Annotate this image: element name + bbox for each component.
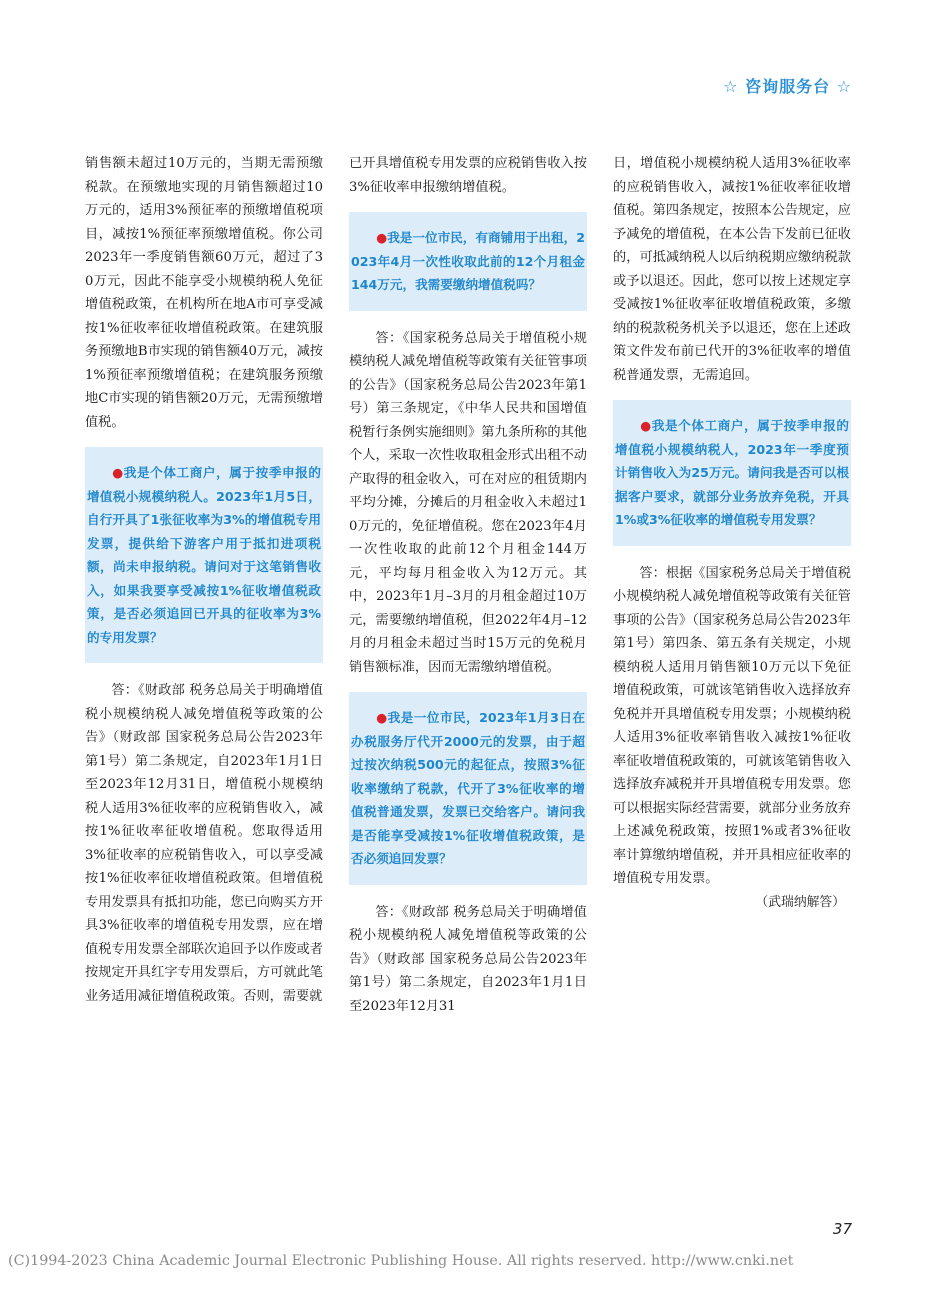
bullet-icon: ● xyxy=(376,710,388,725)
col1-answer-paragraph: 答：《财政部 税务总局关于明确增值税小规模纳税人减免增值税等政策的公告》（财政部 国家税务总局公告2023年第1号）第二条规定，自2023年1月1日至2023年12月31日，增值税小规模纳税人适用3%征收率的应税销售收入，减按1%征收率征收增值税。您取得适用3%征收率的应税销售收入，可以享受减按1%征收率征收增值税政策。但增值税专用发票具有抵扣功能，您已向购买方开具3%征收率的增值税专用发票，应在增值税专用发票全部联次追回予以作废或者按规定开具红字专用发票后，方可就此笔业务适用减征增值税政策。否则，需要就 xyxy=(85,683,323,1004)
copyright-footer: (C)1994-2023 China Academic Journal Electronic Publishing House. All rights reserved. http://www.cnki.net xyxy=(8,1253,794,1269)
section-header: ☆ 咨询服务台 ☆ xyxy=(723,77,852,96)
col1-continued-paragraph: 销售额未超过10万元的，当期无需预缴税款。在预缴地实现的月销售额超过10万元的，适用3%预征率的预缴增值税项目，减按1%预征率预缴增值税。你公司2023年一季度销售额60万元，超过了30万元，因此不能享受小规模纳税人免征增值税政策，在机构所在地A市可享受减按1%征收率征收增值税政策。在建筑服务预缴地B市实现的销售额40万元，减按1%预征率预缴增值税；在建筑服务预缴地C市实现的销售额20万元，无需预缴增值税。 xyxy=(85,156,323,430)
col2-question-box-1 xyxy=(349,212,587,311)
col2-question-box-2 xyxy=(349,692,587,885)
bullet-icon: ● xyxy=(640,418,652,433)
column-2 xyxy=(349,152,587,1018)
col2-answer-2-paragraph: 答：《财政部 税务总局关于明确增值税小规模纳税人减免增值税等政策的公告》（财政部 国家税务总局公告2023年第1号）第二条规定，自2023年1月1日至2023年12月31 xyxy=(349,904,587,1014)
col2-continued-paragraph: 已开具增值税专用发票的应税销售收入按3%征收率申报缴纳增值税。 xyxy=(349,156,587,195)
column-1 xyxy=(85,152,323,1008)
col3-question-box xyxy=(613,400,851,546)
col2-question-1-text: 我是一位市民，有商铺用于出租，2023年4月一次性收取此前的12个月租金144万元，我需要缴纳增值税吗？ xyxy=(351,230,585,292)
col2-answer-1-paragraph: 答：《国家税务总局关于增值税小规模纳税人减免增值税等政策有关征管事项的公告》（国家税务总局公告2023年第1号）第三条规定，《中华人民共和国增值税暂行条例实施细则》第九条所称的其他个人，采取一次性收取租金形式出租不动产取得的租金收入，可在对应的租赁期内平均分摊，分摊后的月租金收入未超过10万元的，免征增值税。您在2023年4月一次性收取的此前12个月租金144万元，平均每月租金收入为12万元。其中，2023年1月–3月的月租金超过10万元，需要缴纳增值税，但2022年4月–12月的月租金未超过当时15万元的免税月销售额标准，因而无需缴纳增值税。 xyxy=(349,330,587,675)
col3-answer-paragraph: 答：根据《国家税务总局关于增值税小规模纳税人减免增值税等政策有关征管事项的公告》（国家税务总局公告2023年第1号）第四条、第五条有关规定，小规模纳税人适用月销售额10万元以下免征增值税政策，可就该笔销售收入选择放弃免税并开具增值税专用发票；小规模纳税人适用3%征收率销售收入减按1%征收率征收增值税政策的，可就该笔销售收入选择放弃减税并开具增值税专用发票。您可以根据实际经营需要，就部分业务放弃上述减免税政策，按照1%或者3%征收率计算缴纳增值税，并开具相应征收率的增值税专用发票。 xyxy=(613,565,851,886)
bullet-icon: ● xyxy=(112,465,124,480)
bullet-icon: ● xyxy=(376,230,388,245)
column-3 xyxy=(613,152,851,914)
col1-question-text: 我是个体工商户，属于按季申报的增值税小规模纳税人。2023年1月5日，自行开具了1张征收率为3%的增值税专用发票，提供给下游客户用于抵扣进项税额，尚未申报纳税。请问对于这笔销售收入，如果我要享受减按1%征收增值税政策，是否必须追回已开具的征收率为3%的专用发票？ xyxy=(87,465,321,645)
col3-question-text: 我是个体工商户，属于按季申报的增值税小规模纳税人，2023年一季度预计销售收入为25万元。请问我是否可以根据客户要求，就部分业务放弃免税，开具1%或3%征收率的增值税专用发票？ xyxy=(615,418,849,527)
col3-continued-paragraph: 日，增值税小规模纳税人适用3%征收率的应税销售收入，减按1%征收率征收增值税。第四条规定，按照本公告规定，应予减免的增值税，在本公告下发前已征收的，可抵减纳税人以后纳税期应缴纳税款或予以退还。因此，您可以按上述规定享受减按1%征收率征收增值税政策，多缴纳的税款税务机关予以退还，您在上述政策文件发布前已代开的3%征收率的增值税普通发票，无需追回。 xyxy=(613,156,851,383)
page-number: 37 xyxy=(832,1220,852,1238)
col2-question-2-text: 我是一位市民，2023年1月3日在办税服务厅代开2000元的发票，由于超过按次纳税500元的起征点，按照3%征收率缴纳了税款，代开了3%征收率的增值税普通发票，发票已交给客户。请问我是否能享受减按1%征收增值税政策，是否必须追回发票？ xyxy=(351,710,585,866)
col1-question-box xyxy=(85,447,323,663)
author-signature: （武瑞纳解答） xyxy=(755,894,845,910)
